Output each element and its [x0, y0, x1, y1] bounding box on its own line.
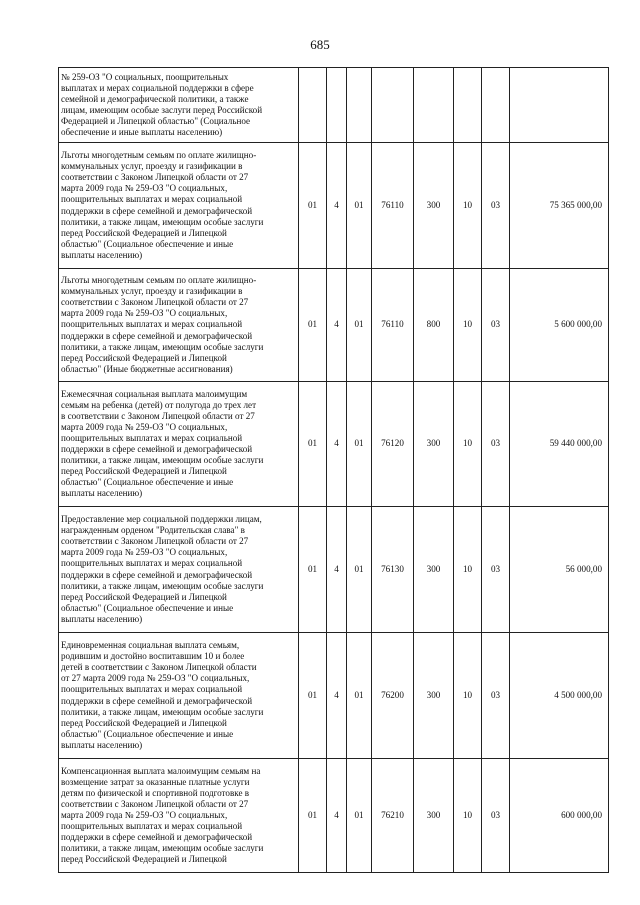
- code-cell-c4: 76130: [372, 507, 414, 633]
- description-line: областью" (Социальное обеспечение и иные: [61, 238, 234, 249]
- code-cell-c3: 01: [347, 143, 372, 269]
- code-cell-c7: [482, 68, 510, 143]
- description-line: Федерацией и Липецкой областью" (Социальное: [61, 116, 251, 127]
- row-description: [59, 68, 299, 143]
- description-line: Единовременная социальная выплата семьям,: [61, 640, 240, 651]
- description-line: соответствии с Законом Липецкой области от 27: [61, 297, 249, 308]
- code-cell-c2: 4: [327, 633, 347, 759]
- code-cell-c5: 300: [414, 633, 454, 759]
- code-cell-c3: 01: [347, 382, 372, 507]
- description-line: марта 2009 года № 259-ОЗ "О социальных,: [61, 183, 228, 194]
- code-cell-c5: 300: [414, 143, 454, 269]
- description-line: Льготы многодетным семьям по оплате жилищно-: [61, 150, 257, 161]
- code-cell-c5: 300: [414, 382, 454, 507]
- description-line: соответствии с Законом Липецкой области от 27: [61, 798, 249, 809]
- description-line: перед Российской Федерацией и Липецкой: [61, 854, 227, 865]
- description-line: областью" (Социальное обеспечение и иные: [61, 477, 234, 488]
- code-cell-c6: [454, 68, 482, 143]
- code-cell-c4: 76110: [372, 269, 414, 382]
- amount-cell: 59 440 000,00: [510, 382, 609, 507]
- description-line: марта 2009 года № 259-ОЗ "О социальных,: [61, 308, 228, 319]
- code-cell-c7: 03: [482, 269, 510, 382]
- code-cell-c7: 03: [482, 382, 510, 507]
- table-row: [59, 68, 609, 143]
- description-line: политики, а также лицам, имеющим особые заслуги: [61, 216, 264, 227]
- description-line: перед Российской Федерацией и Липецкой: [61, 717, 227, 728]
- description-line: поощрительных выплатах и мерах социальной: [61, 558, 243, 569]
- amount-cell: 5 600 000,00: [510, 269, 609, 382]
- description-line: поддержки в сфере семейной и демографической: [61, 444, 253, 454]
- description-line: возмещение затрат за оказанные платные услуги: [61, 776, 250, 787]
- code-cell-c4: 76120: [372, 382, 414, 507]
- description-line: детям по физической и спортивной подготовке в: [61, 787, 250, 798]
- table-row: [59, 382, 609, 507]
- code-cell-c6: 10: [454, 143, 482, 269]
- code-cell-c1: 01: [299, 269, 327, 382]
- description-line: перед Российской Федерацией и Липецкой: [61, 227, 227, 238]
- description-line: поддержки в сфере семейной и демографической: [61, 569, 253, 580]
- code-cell-c3: [347, 68, 372, 143]
- description-line: в соответствии с Законом Липецкой области от 27: [61, 410, 255, 421]
- description-line: семьям на ребенка (детей) от полугода до трех лет: [61, 399, 257, 410]
- code-cell-c2: [327, 68, 347, 143]
- row-description: [59, 269, 299, 382]
- description-line: политики, а также лицам, имеющим особые заслуги: [61, 843, 264, 854]
- code-cell-c1: 01: [299, 382, 327, 507]
- code-cell-c5: 800: [414, 269, 454, 382]
- code-cell-c1: [299, 68, 327, 143]
- code-cell-c7: 03: [482, 507, 510, 633]
- table-row: [59, 143, 609, 269]
- description-line: № 259-ОЗ "О социальных, поощрительных: [61, 71, 229, 82]
- description-line: Ежемесячная социальная выплата малоимущим: [61, 388, 248, 399]
- amount-cell: 56 000,00: [510, 507, 609, 633]
- description-line: Компенсационная выплата малоимущим семьям на: [61, 765, 261, 776]
- row-description: [59, 633, 299, 759]
- description-line: поддержки в сфере семейной и демографической: [61, 695, 253, 706]
- description-line: марта 2009 года № 259-ОЗ "О социальных,: [61, 809, 228, 820]
- description-line: перед Российской Федерацией и Липецкой: [61, 591, 227, 602]
- description-line: выплаты населению): [61, 613, 143, 624]
- code-cell-c4: 76200: [372, 633, 414, 759]
- code-cell-c3: 01: [347, 507, 372, 633]
- description-line: поощрительных выплатах и мерах социальной: [61, 684, 243, 695]
- code-cell-c2: 4: [327, 143, 347, 269]
- description-line: Льготы многодетным семьям по оплате жилищно-: [61, 275, 257, 286]
- code-cell-c6: 10: [454, 507, 482, 633]
- description-line: перед Российской Федерацией и Липецкой: [61, 352, 227, 363]
- page-number: 685: [310, 37, 330, 52]
- description-line: марта 2009 года № 259-ОЗ "О социальных,: [61, 547, 228, 558]
- description-line: поощрительных выплатах и мерах социальной: [61, 821, 243, 832]
- description-line: Предоставление мер социальной поддержки лицам,: [61, 514, 262, 525]
- code-cell-c2: 4: [327, 507, 347, 633]
- description-line: обеспечение и иные выплаты населению): [61, 127, 223, 138]
- code-cell-c6: 10: [454, 633, 482, 759]
- description-line: коммунальных услуг, проезду и газификации в: [61, 161, 243, 172]
- description-line: выплатах и мерах социальной поддержки в сфере: [61, 82, 254, 93]
- description-line: поощрительных выплатах и мерах социальной: [61, 432, 243, 443]
- code-cell-c1: 01: [299, 507, 327, 633]
- description-line: политики, а также лицам, имеющим особые заслуги: [61, 706, 264, 717]
- code-cell-c6: 10: [454, 759, 482, 873]
- code-cell-c5: 300: [414, 507, 454, 633]
- description-line: выплаты населению): [61, 739, 143, 750]
- description-line: поддержки в сфере семейной и демографической: [61, 832, 253, 843]
- amount-cell: 75 365 000,00: [510, 143, 609, 269]
- description-line: родившим и достойно воспитавшим 10 и более: [61, 651, 245, 662]
- description-line: перед Российской Федерацией и Липецкой: [61, 466, 227, 477]
- code-cell-c4: 76210: [372, 759, 414, 873]
- row-description: [59, 759, 299, 873]
- description-line: поддержки в сфере семейной и демографической: [61, 330, 253, 341]
- description-line: награжденным орденом "Родительская слава" в: [61, 525, 245, 536]
- description-line: политики, а также лицам, имеющим особые заслуги: [61, 455, 264, 466]
- code-cell-c4: 76110: [372, 143, 414, 269]
- table-row: [59, 759, 609, 873]
- code-cell-c1: 01: [299, 143, 327, 269]
- code-cell-c3: 01: [347, 759, 372, 873]
- description-line: политики, а также лицам, имеющим особые заслуги: [61, 580, 264, 591]
- description-line: выплаты населению): [61, 249, 143, 260]
- code-cell-c1: 01: [299, 633, 327, 759]
- description-line: детей в соответствии с Законом Липецкой области: [61, 662, 257, 673]
- row-description: [59, 143, 299, 269]
- table-row: [59, 269, 609, 382]
- description-line: от 27 марта 2009 года № 259-ОЗ "О социальных,: [61, 673, 250, 684]
- description-line: поощрительных выплатах и мерах социальной: [61, 194, 243, 205]
- amount-cell: 600 000,00: [510, 759, 609, 873]
- description-line: соответствии с Законом Липецкой области от 27: [61, 536, 249, 547]
- description-line: семейной и демографической политики, а также: [61, 93, 249, 104]
- description-line: политики, а также лицам, имеющим особые заслуги: [61, 341, 264, 352]
- code-cell-c2: 4: [327, 759, 347, 873]
- code-cell-c3: 01: [347, 633, 372, 759]
- code-cell-c1: 01: [299, 759, 327, 873]
- description-line: марта 2009 года № 259-ОЗ "О социальных,: [61, 421, 228, 432]
- description-line: коммунальных услуг, проезду и газификации в: [61, 286, 243, 297]
- description-line: областью" (Иные бюджетные ассигнования): [61, 363, 233, 374]
- code-cell-c6: 10: [454, 382, 482, 507]
- code-cell-c4: [372, 68, 414, 143]
- code-cell-c5: 300: [414, 759, 454, 873]
- description-line: поощрительных выплатах и мерах социальной: [61, 319, 243, 330]
- row-description: [59, 507, 299, 633]
- code-cell-c7: 03: [482, 759, 510, 873]
- description-line: областью" (Социальное обеспечение и иные: [61, 602, 234, 613]
- budget-table: [58, 67, 609, 873]
- description-line: соответствии с Законом Липецкой области от 27: [61, 172, 249, 183]
- table-row: [59, 633, 609, 759]
- description-line: лицам, имеющим особые заслуги перед Российской: [61, 105, 263, 115]
- code-cell-c7: 03: [482, 633, 510, 759]
- description-line: поддержки в сфере семейной и демографической: [61, 205, 253, 216]
- table-row: [59, 507, 609, 633]
- description-line: выплаты населению): [61, 488, 143, 499]
- code-cell-c5: [414, 68, 454, 143]
- code-cell-c2: 4: [327, 269, 347, 382]
- row-description: [59, 382, 299, 507]
- code-cell-c7: 03: [482, 143, 510, 269]
- description-line: областью" (Социальное обеспечение и иные: [61, 728, 234, 739]
- code-cell-c3: 01: [347, 269, 372, 382]
- code-cell-c2: 4: [327, 382, 347, 507]
- amount-cell: [510, 68, 609, 143]
- amount-cell: 4 500 000,00: [510, 633, 609, 759]
- code-cell-c6: 10: [454, 269, 482, 382]
